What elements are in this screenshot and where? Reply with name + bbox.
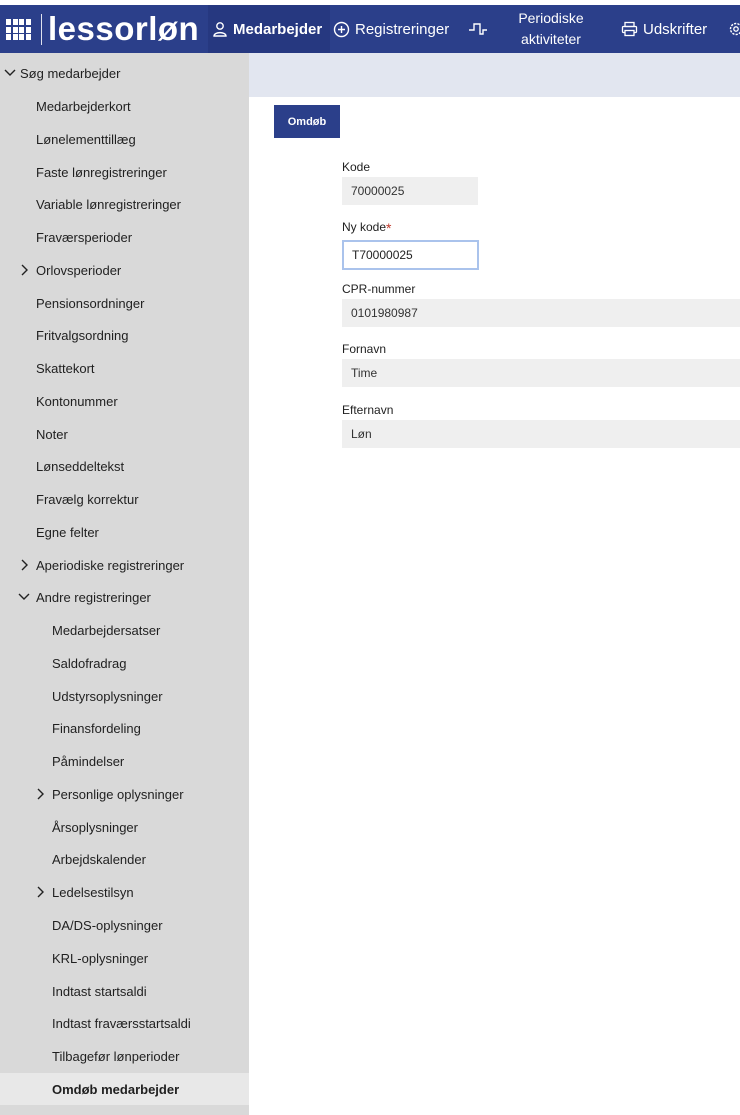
sidebar-item-label: Faste lønregistreringer <box>36 164 167 180</box>
sidebar-item-label: Medarbejderkort <box>36 98 131 114</box>
sidebar-item-search-employee[interactable] <box>0 57 249 89</box>
sidebar-item-label: Variable lønregistreringer <box>36 196 181 212</box>
sidebar-item-equipment-info[interactable] <box>0 680 249 712</box>
sidebar-item-custom-fields[interactable] <box>0 516 249 548</box>
chevron-down-icon <box>4 68 16 78</box>
sidebar-item-reverse-pay-periods[interactable] <box>0 1040 249 1072</box>
sidebar-item-personal-info[interactable] <box>0 778 249 810</box>
content-header-band <box>249 53 740 97</box>
code-label: Kode <box>342 160 371 174</box>
sidebar-item-absence-periods[interactable] <box>0 221 249 253</box>
sidebar-item-management-supervision[interactable] <box>0 876 249 908</box>
sidebar-item-balance-deduction[interactable] <box>0 647 249 679</box>
sidebar-item-leave-periods[interactable] <box>0 254 249 286</box>
nav-printouts[interactable] <box>621 5 707 53</box>
sidebar-item-label: Personlige oplysninger <box>52 786 184 802</box>
sidebar-item-deselect-proof[interactable] <box>0 483 249 515</box>
nav-printouts-label: Udskrifter <box>643 20 708 38</box>
sidebar-item-enter-start-balance[interactable] <box>0 975 249 1007</box>
firstname-value: Time <box>342 359 740 387</box>
nav-periodic-line2: aktiviteter <box>521 31 581 47</box>
sidebar-item-finance-allocation[interactable] <box>0 712 249 744</box>
nav-periodic-icon-wrap[interactable] <box>468 5 493 53</box>
sidebar-item-label: Orlovsperioder <box>36 262 122 278</box>
new-code-label-text: Ny kode <box>342 220 387 234</box>
sidebar-item-label: Lønelementtillæg <box>36 131 136 147</box>
nav-registrations[interactable] <box>333 5 449 53</box>
printer-icon <box>621 21 638 37</box>
sidebar-item-employee-card[interactable] <box>0 90 249 122</box>
sidebar-item-employee-rates[interactable] <box>0 614 249 646</box>
sidebar-item-label: Udstyrsoplysninger <box>52 688 163 704</box>
sidebar-item-enter-absence-start-balance[interactable] <box>0 1007 249 1039</box>
chevron-right-icon <box>36 788 45 800</box>
sidebar-item-label: Andre registreringer <box>36 589 151 605</box>
sidebar-item-da-ds-info[interactable] <box>0 909 249 941</box>
sidebar-item-label: Finansfordeling <box>52 720 141 736</box>
sidebar-item-label: Aperiodiske registreringer <box>36 557 185 573</box>
code-value: 70000025 <box>342 177 478 205</box>
sidebar-item-label: Søg medarbejder <box>20 65 121 81</box>
sidebar <box>0 53 249 1115</box>
sidebar-item-label: Pensionsordninger <box>36 295 145 311</box>
nav-registrations-label: Registreringer <box>355 20 450 38</box>
chevron-down-icon <box>18 592 30 602</box>
new-code-label <box>342 220 391 236</box>
sidebar-item-label: Medarbejdersatser <box>52 622 161 638</box>
nav-employees[interactable] <box>208 5 330 53</box>
brand-logo: lessorløn <box>48 10 200 47</box>
chevron-right-icon <box>20 264 29 276</box>
cpr-value: 0101980987 <box>342 299 740 327</box>
required-marker: * <box>386 220 392 236</box>
sidebar-item-label: Ledelsestilsyn <box>52 884 134 900</box>
sidebar-item-label: Omdøb medarbejder <box>52 1081 180 1097</box>
sidebar-item-label: Tilbagefør lønperioder <box>52 1048 180 1064</box>
sidebar-item-label: Kontonummer <box>36 393 118 409</box>
firstname-label: Fornavn <box>342 342 387 356</box>
sidebar-item-account-number[interactable] <box>0 385 249 417</box>
sidebar-item-free-choice[interactable] <box>0 319 249 351</box>
nav-periodic-line1: Periodiske <box>518 10 584 26</box>
sidebar-item-krl-info[interactable] <box>0 942 249 974</box>
sidebar-item-label: KRL-oplysninger <box>52 950 149 966</box>
sidebar-item-reminders[interactable] <box>0 745 249 777</box>
sidebar-item-payslip-text[interactable] <box>0 450 249 482</box>
chevron-right-icon <box>20 559 29 571</box>
sidebar-item-work-calendar[interactable] <box>0 843 249 875</box>
plus-circle-icon <box>333 21 350 38</box>
nav-periodic-activities[interactable] <box>510 5 592 53</box>
new-code-input[interactable] <box>342 240 479 270</box>
settings-button[interactable] <box>728 5 740 53</box>
sidebar-item-tax-card[interactable] <box>0 352 249 384</box>
sidebar-item-notes[interactable] <box>0 418 249 450</box>
cpr-label: CPR-nummer <box>342 282 416 296</box>
sidebar-item-pension-schemes[interactable] <box>0 287 249 319</box>
nav-employees-label: Medarbejder <box>233 20 323 38</box>
brand-divider <box>41 14 42 45</box>
rename-button[interactable]: Omdøb <box>274 105 340 138</box>
sidebar-item-wage-element-supplement[interactable] <box>0 123 249 155</box>
sidebar-item-label: Fritvalgsordning <box>36 327 129 343</box>
sidebar-item-label: Lønseddeltekst <box>36 458 125 474</box>
top-nav-bar <box>0 5 740 53</box>
sidebar-item-label: Fraværsperioder <box>36 229 133 245</box>
sidebar-item-label: Arbejdskalender <box>52 851 146 867</box>
pulse-icon <box>468 21 488 37</box>
sidebar-item-label: Saldofradrag <box>52 655 127 671</box>
sidebar-item-label: Fravælg korrektur <box>36 491 139 507</box>
sidebar-item-label: Årsoplysninger <box>52 819 138 835</box>
lastname-label: Efternavn <box>342 403 394 417</box>
sidebar-item-label: Skattekort <box>36 360 95 376</box>
app-launcher-icon[interactable] <box>6 19 30 39</box>
sidebar-item-aperiodic-registrations[interactable] <box>0 549 249 581</box>
sidebar-item-rename-employee[interactable] <box>0 1073 249 1105</box>
sidebar-item-label: Påmindelser <box>52 753 125 769</box>
sidebar-item-other-registrations[interactable] <box>0 581 249 613</box>
sidebar-item-label: Indtast fraværsstartsaldi <box>52 1015 191 1031</box>
lastname-value: Løn <box>342 420 740 448</box>
sidebar-item-label: Indtast startsaldi <box>52 983 147 999</box>
gear-icon <box>728 21 740 37</box>
sidebar-item-annual-info[interactable] <box>0 811 249 843</box>
sidebar-item-label: Egne felter <box>36 524 99 540</box>
sidebar-item-variable-registrations[interactable] <box>0 188 249 220</box>
person-icon <box>212 21 228 37</box>
sidebar-item-label: DA/DS-oplysninger <box>52 917 163 933</box>
chevron-right-icon <box>36 886 45 898</box>
sidebar-item-label: Noter <box>36 426 68 442</box>
sidebar-item-fixed-registrations[interactable] <box>0 156 249 188</box>
